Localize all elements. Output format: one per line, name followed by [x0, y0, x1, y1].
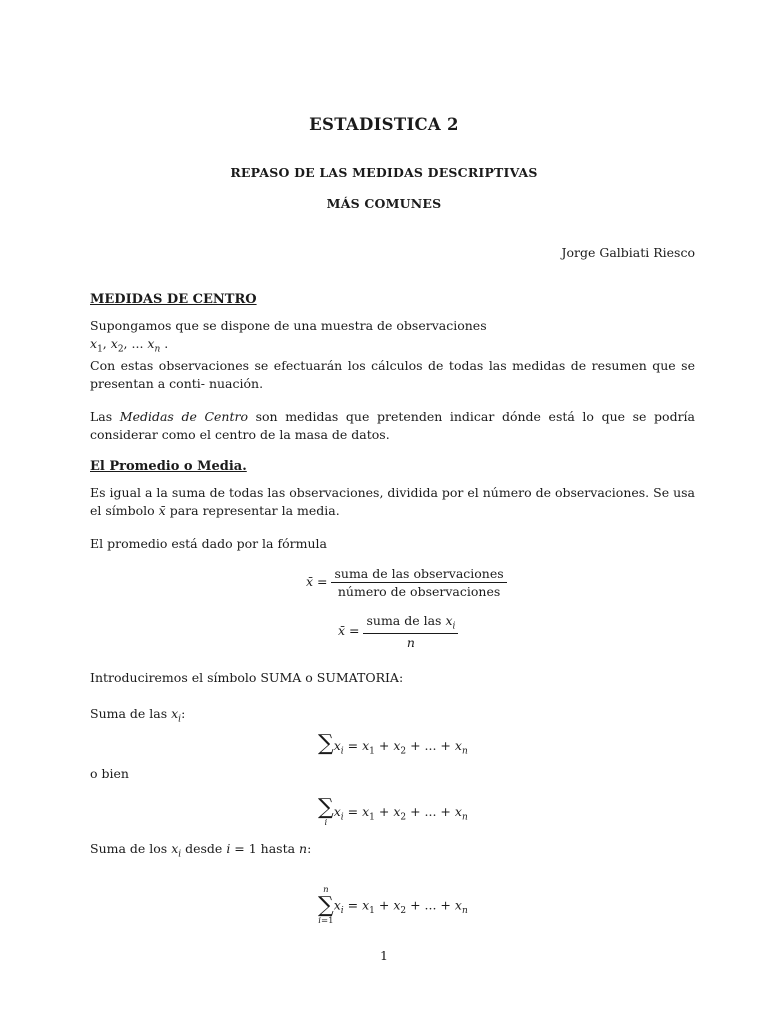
formula-mean-xi: x̄ = $\frac{suma de las x_i}{n}$ — [338, 613, 458, 650]
sum-symbol: ∑ — [318, 893, 334, 918]
paragraph-suma-i-hasta-n: Suma de los $x_i$ desde i = 1 hasta n: — [90, 841, 312, 860]
paragraph-o-bien: o bien — [90, 766, 129, 781]
page-number: 1 — [380, 948, 388, 963]
paragraph-promedio-definicion: Es igual a la suma de todas las observaciones, dividida por el número de observaciones. Se usa el símbolo x̄ para representar la media. — [90, 485, 695, 518]
sum-symbol: ∑ — [318, 795, 334, 820]
paragraph-calculos: Con estas observaciones se efectuarán los cálculos de todas las medidas de resumen que se presentan a conti- nuación. — [90, 358, 695, 391]
section-heading-medidas-de-centro: MEDIDAS DE CENTRO — [90, 292, 257, 307]
sum-symbol: ∑ — [318, 731, 334, 756]
observations-list: $x_1$, $x_2$, ... $x_n$ . — [90, 336, 169, 355]
formula-sum-i1-to-n: n ∑ i=1 $x_i = x_1 + x_2$ + ... + $x_n$ — [318, 885, 468, 926]
author-name: Jorge Galbiati Riesco — [561, 245, 695, 260]
paragraph-suma-xi: Suma de las $x_i$: — [90, 706, 186, 725]
document-title: ESTADISTICA 2 — [309, 115, 459, 134]
document-subtitle-line-1: REPASO DE LAS MEDIDAS DESCRIPTIVAS — [230, 165, 538, 180]
formula-mean-words: x̄ = $\frac{\text{suma de las observaciones}}{\text{número de observaciones}}$ — [306, 566, 507, 599]
paragraph-sumatoria-intro: Introduciremos el símbolo SUMA o SUMATORIA: — [90, 670, 404, 685]
paragraph-formula-intro: El promedio está dado por la fórmula — [90, 536, 327, 551]
paragraph-muestra: Supongamos que se dispone de una muestra de observaciones — [90, 318, 487, 333]
section-heading-promedio: El Promedio o Media. — [90, 459, 247, 474]
paragraph-medidas-de-centro: Las Medidas de Centro son medidas que pretenden indicar dónde está lo que se podría considerar como el centro de la masa de datos. — [90, 409, 695, 442]
formula-sum-plain: $\sum x_i = x_1 + x_2$ + ... + $x_n$ — [318, 731, 468, 757]
document-subtitle-line-2: MÁS COMUNES — [326, 196, 442, 211]
formula-sum-index-i: ∑ i $x_i = x_1 + x_2$ + ... + $x_n$ — [318, 795, 468, 828]
